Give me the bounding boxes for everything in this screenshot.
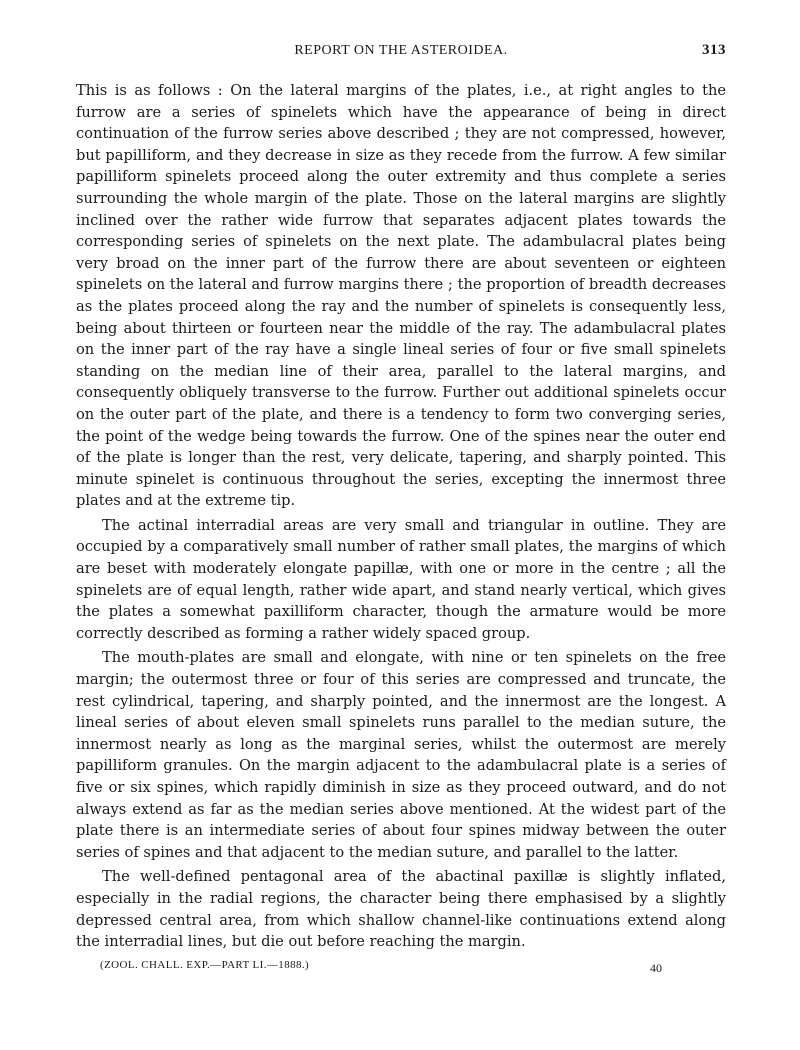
paragraph-2: The actinal interradial areas are very small and triangular in outline. They are occupied by a comparatively small number of rather small plates, the margins of which are beset with moderately elongate papillæ, with one or more in the centre ; all the spinelets are of equal length, rather wide apart, and stand nearly vertical, which gives the plates a somewhat paxilliform character, though the armature would be more correctly described as forming a rather widely spaced group. — [76, 516, 726, 642]
paragraph-3: The mouth-plates are small and elongate, with nine or ten spinelets on the free margin; the outermost three or four of this series are compressed and truncate, the rest cylindrical, tapering, and sharply pointed, and the innermost are the longest. A lineal series of about eleven small spinelets runs parallel to the median suture, the innermost nearly as long as the marginal series, whilst the outermost are merely papilliform granules. On the margin adjacent to the adambulacral plate is a series of five or six spines, which rapidly diminish in size as they proceed outward, and do not always extend as far as the median series above mentioned. At the widest part of the plate there is an intermediate series of about four spines midway between the outer series of spines and that adjacent to the median suture, and parallel to the latter. — [76, 649, 726, 861]
page-footer — [76, 955, 726, 973]
running-title: REPORT ON THE ASTEROIDEA. — [294, 43, 508, 58]
document-page — [76, 40, 726, 973]
footer-note: (ZOOL. CHALL. EXP.—PART LI.—1888.) — [100, 958, 310, 971]
paragraph-1: This is as follows : On the lateral margins of the plates, i.e., at right angles to the furrow are a series of spinelets which have the appearance of being in direct continuation of the furrow series above described ; they are not compressed, however, but papilliform, and they decrease in size as they recede from the furrow. A few similar papilliform spinelets proceed along the outer extremity and thus complete a series surrounding the whole margin of the plate. Those on the lateral margins are slightly inclined over the rather wide furrow that separates adjacent plates towards the corresponding series of spinelets on the next plate. The adambulacral plates being very broad on the inner part of the furrow there are about seventeen or eighteen spinelets on the lateral and furrow margins there ; the proportion of breadth decreases as the plates proceed along the ray and the number of spinelets is consequently less, being about thirteen or fourteen near the middle of the ray. The adambulacral plates on the inner part of the ray have a single lineal series of four or five small spinelets standing on the median line of their area, parallel to the lateral margins, and consequently obliquely transverse to the furrow. Further out additional spinelets occur on the outer part of the plate, and there is a tendency to form two converging series, the point of the wedge being towards the furrow. One of the spines near the outer end of the plate is longer than the rest, very delicate, tapering, and sharply pointed. This minute spinelet is continuous throughout the series, excepting the innermost three plates and at the extreme tip. — [76, 82, 726, 510]
signature-mark: 40 — [650, 960, 662, 975]
page-number: 313 — [702, 42, 726, 58]
paragraph-4: The well-defined pentagonal area of the abactinal paxillæ is slightly inflated, especially in the radial regions, the character being there emphasised by a slightly depressed central area, from which shallow channel-like continuations extend along the interradial lines, but die out before reaching the margin. — [76, 868, 726, 951]
body-text — [76, 80, 726, 953]
running-header — [76, 40, 726, 62]
